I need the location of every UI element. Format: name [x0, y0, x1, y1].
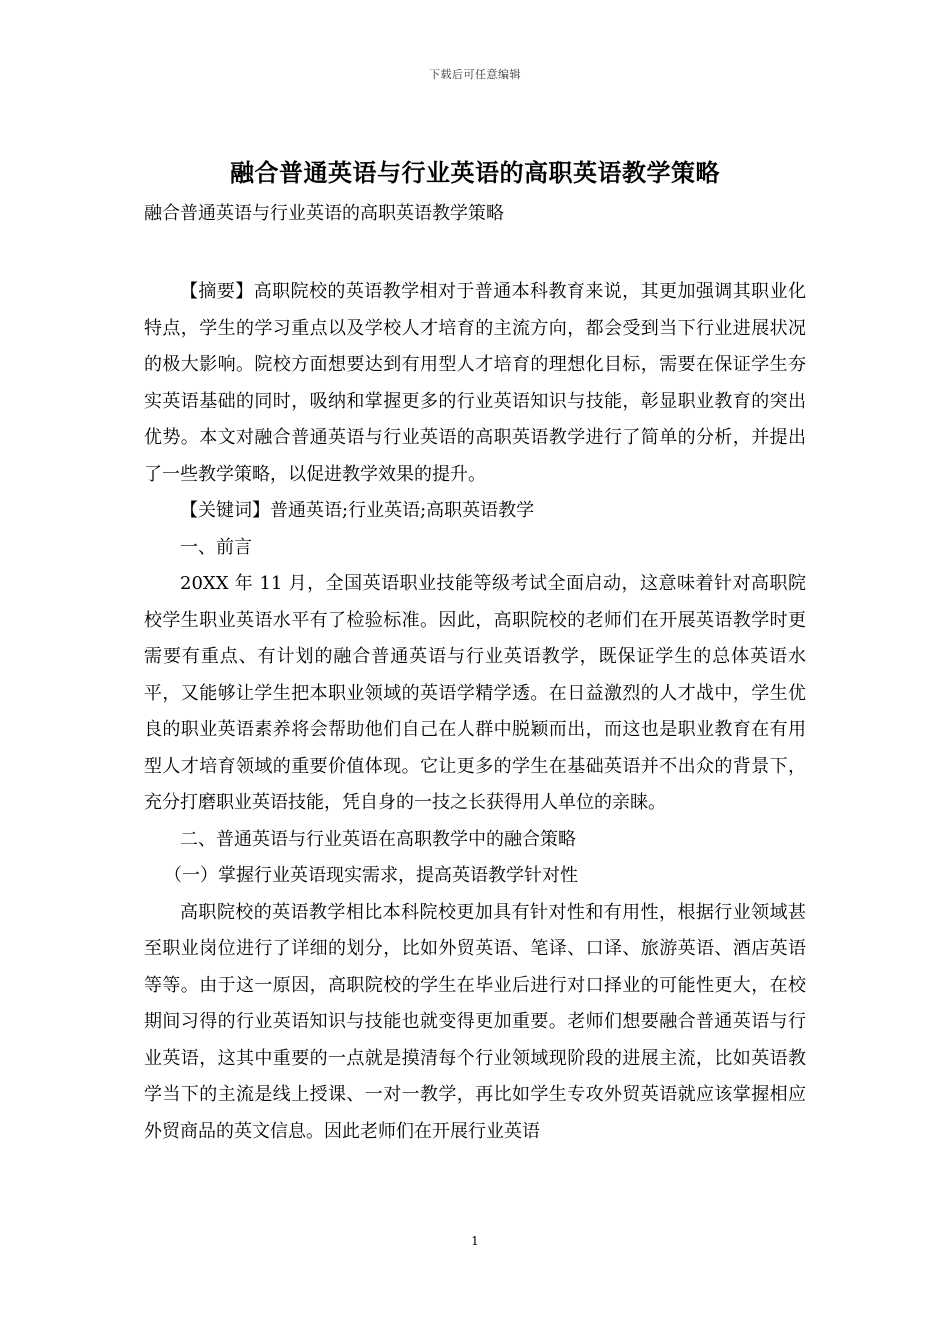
header-note: 下载后可任意编辑 — [429, 68, 521, 81]
page-number: 1 — [471, 1234, 479, 1248]
document-title: 融合普通英语与行业英语的高职英语教学策略 — [230, 158, 720, 187]
document-subtitle: 融合普通英语与行业英语的高职英语教学策略 — [144, 203, 504, 224]
document-body — [144, 274, 806, 1150]
section-heading-strategies: 二、普通英语与行业英语在高职教学中的融合策略 — [180, 828, 576, 850]
abstract-paragraph: 【摘要】高职院校的英语教学相对于普通本科教育来说，其更加强调其职业化特点，学生的学习重点以及学校人才培育的主流方向，都会受到当下行业进展状况的极大影响。院校方面想要达到有用型人才培育的理想化目标，需要在保证学生夯实英语基础的同时，吸纳和掌握更多的行业英语知识与技能，彰显职业教育的突出优势。本文对融合普通英语与行业英语的高职英语教学进行了简单的分析，并提出了一些教学策略，以促进教学效果的提升。 — [144, 281, 806, 485]
subsection-heading-1: （一）掌握行业英语现实需求，提高英语教学针对性 — [164, 865, 578, 886]
keywords-paragraph: 【关键词】普通英语;行业英语;高职英语教学 — [180, 500, 535, 521]
section-heading-preface: 一、前言 — [180, 536, 252, 558]
body-paragraph: 高职院校的英语教学相比本科院校更加具有针对性和有用性，根据行业领域甚至职业岗位进行了详细的划分，比如外贸英语、笔译、口译、旅游英语、酒店英语等等。由于这一原因，高职院校的学生在毕业后进行对口择业的可能性更大，在校期间习得的行业英语知识与技能也就变得更加重要。老师们想要融合普通英语与行业英语，这其中重要的一点就是摸清每个行业领域现阶段的进展主流，比如英语教学当下的主流是线上授课、一对一教学，再比如学生专攻外贸英语就应该掌握相应外贸商品的英文信息。因此老师们在开展行业英语 — [144, 901, 806, 1142]
body-paragraph: 20XX 年 11 月，全国英语职业技能等级考试全面启动，这意味着针对高职院校学生职业英语水平有了检验标准。因此，高职院校的老师们在开展英语教学时更需要有重点、有计划的融合普通英语与行业英语教学，既保证学生的总体英语水平，又能够让学生把本职业领域的英语学精学透。在日益激烈的人才战中，学生优良的职业英语素养将会帮助他们自己在人群中脱颖而出，而这也是职业教育在有用型人才培育领域的重要价值体现。它让更多的学生在基础英语并不出众的背景下，充分打磨职业英语技能，凭自身的一技之长获得用人单位的亲睐。 — [144, 573, 806, 813]
